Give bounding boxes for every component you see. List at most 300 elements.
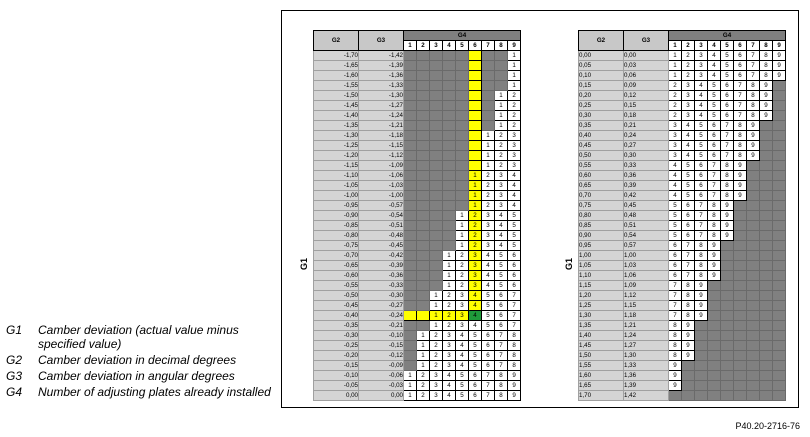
plate-cell: 3 — [682, 81, 695, 91]
g2-value: -1,55 — [314, 81, 359, 91]
g3-value: -0,48 — [359, 231, 404, 241]
table-row — [579, 151, 786, 161]
plate-cell — [773, 331, 786, 341]
g3-value: -1,24 — [359, 111, 404, 121]
plate-cell — [404, 71, 417, 81]
legend-term: G1 — [6, 323, 23, 337]
plate-cell — [773, 171, 786, 181]
plate-cell: 2 — [469, 221, 482, 231]
plate-cell: 4 — [682, 121, 695, 131]
g3-value: -0,33 — [359, 281, 404, 291]
plate-cell — [443, 121, 456, 131]
plate-cell — [734, 381, 747, 391]
plate-cell: 9 — [682, 351, 695, 361]
table-row — [314, 181, 521, 191]
plate-cell — [773, 211, 786, 221]
g3-value: 0,00 — [624, 51, 669, 61]
plate-cell: 5 — [669, 221, 682, 231]
plate-cell — [417, 221, 430, 231]
plate-cell — [773, 381, 786, 391]
plate-cell — [760, 231, 773, 241]
plate-cell — [773, 351, 786, 361]
plate-cell: 6 — [695, 191, 708, 201]
legend-description: Camber deviation (actual value minus specified value) — [38, 323, 239, 351]
plate-cell — [734, 211, 747, 221]
table-row — [579, 171, 786, 181]
plate-cell — [430, 271, 443, 281]
table-row — [579, 61, 786, 71]
plate-cell — [747, 351, 760, 361]
plate-cell: 4 — [495, 241, 508, 251]
g3-value: 1,15 — [624, 301, 669, 311]
plate-cell: 2 — [495, 151, 508, 161]
g3-value: -0,15 — [359, 341, 404, 351]
plate-cell — [760, 251, 773, 261]
plate-cell: 7 — [669, 311, 682, 321]
plate-cell: 9 — [721, 211, 734, 221]
plate-cell: 8 — [734, 141, 747, 151]
table-row — [579, 351, 786, 361]
header-plate-count: 6 — [734, 41, 747, 51]
plate-cell — [469, 101, 482, 111]
g3-value: -0,21 — [359, 321, 404, 331]
plate-cell — [760, 221, 773, 231]
plate-cell — [773, 201, 786, 211]
plate-cell: 2 — [682, 61, 695, 71]
plate-cell: 1 — [456, 241, 469, 251]
plate-cell: 6 — [669, 251, 682, 261]
plate-cell: 3 — [682, 101, 695, 111]
plate-cell: 7 — [721, 151, 734, 161]
plate-cell — [721, 271, 734, 281]
plate-cell: 7 — [708, 181, 721, 191]
plate-cell: 3 — [482, 231, 495, 241]
plate-cell — [443, 221, 456, 231]
g3-value: -1,30 — [359, 91, 404, 101]
plate-cell — [430, 191, 443, 201]
plate-cell — [773, 341, 786, 351]
g2-value: 1,15 — [579, 281, 624, 291]
header-plate-count: 6 — [469, 41, 482, 51]
header-plate-count: 3 — [430, 41, 443, 51]
plate-cell — [773, 221, 786, 231]
plate-cell: 6 — [482, 341, 495, 351]
table-row — [314, 111, 521, 121]
g2-value: 0,70 — [579, 191, 624, 201]
g2-value: 1,65 — [579, 381, 624, 391]
plate-cell — [482, 91, 495, 101]
plate-cell — [456, 141, 469, 151]
plate-cell: 3 — [456, 311, 469, 321]
header-plate-count: 9 — [773, 41, 786, 51]
g2-value: 1,20 — [579, 291, 624, 301]
plate-cell: 1 — [456, 211, 469, 221]
plate-cell — [456, 131, 469, 141]
plate-cell — [708, 291, 721, 301]
plate-cell: 2 — [469, 231, 482, 241]
plate-cell — [404, 181, 417, 191]
plate-cell: 4 — [469, 311, 482, 321]
plate-cell: 8 — [695, 251, 708, 261]
plate-cell: 4 — [495, 231, 508, 241]
plate-cell: 6 — [721, 101, 734, 111]
plate-cell: 1 — [495, 91, 508, 101]
plate-cell — [734, 251, 747, 261]
plate-cell: 1 — [508, 51, 521, 61]
plate-cell: 4 — [682, 131, 695, 141]
plate-cell — [760, 131, 773, 141]
g2-value: 0,00 — [314, 391, 359, 401]
plate-cell: 4 — [695, 101, 708, 111]
plate-cell: 7 — [669, 281, 682, 291]
plate-cell — [404, 351, 417, 361]
header-g3: G3 — [359, 31, 404, 51]
plate-cell — [760, 321, 773, 331]
plate-cell: 1 — [669, 61, 682, 71]
plate-cell — [760, 241, 773, 251]
plate-cell — [495, 51, 508, 61]
table-row — [314, 341, 521, 351]
plate-cell: 2 — [430, 351, 443, 361]
g3-value: 0,15 — [624, 101, 669, 111]
g3-value: 0,03 — [624, 61, 669, 71]
plate-cell — [417, 211, 430, 221]
plate-cell — [708, 321, 721, 331]
plate-cell — [721, 301, 734, 311]
plate-cell: 5 — [721, 61, 734, 71]
plate-cell — [760, 361, 773, 371]
g2-value: -0,75 — [314, 241, 359, 251]
plate-cell: 7 — [682, 261, 695, 271]
plate-cell — [734, 391, 747, 401]
plate-cell: 6 — [508, 251, 521, 261]
plate-cell — [443, 231, 456, 241]
table-row — [579, 241, 786, 251]
plate-cell — [773, 361, 786, 371]
plate-cell: 9 — [760, 91, 773, 101]
g3-value: -1,00 — [359, 191, 404, 201]
plate-cell: 6 — [734, 61, 747, 71]
plate-cell: 7 — [695, 221, 708, 231]
g2-value: 0,60 — [579, 171, 624, 181]
header-plate-count: 1 — [404, 41, 417, 51]
table-row — [579, 181, 786, 191]
plate-cell — [456, 91, 469, 101]
plate-cell — [760, 161, 773, 171]
legend-row-g3 — [6, 369, 274, 383]
plate-cell — [734, 221, 747, 231]
plate-cell: 7 — [734, 91, 747, 101]
table-row — [314, 261, 521, 271]
header-plate-count: 9 — [508, 41, 521, 51]
plate-cell: 9 — [695, 301, 708, 311]
g3-value: 1,30 — [624, 351, 669, 361]
plate-cell — [734, 371, 747, 381]
plate-cell — [708, 351, 721, 361]
plate-cell: 8 — [721, 191, 734, 201]
g2-value: -1,70 — [314, 51, 359, 61]
g2-value: 0,15 — [579, 81, 624, 91]
table-frame — [281, 10, 799, 408]
plate-cell — [430, 71, 443, 81]
plate-cell — [430, 201, 443, 211]
plate-cell: 6 — [682, 221, 695, 231]
plate-cell — [760, 191, 773, 201]
g2-value: -1,10 — [314, 171, 359, 181]
plate-cell — [747, 281, 760, 291]
plate-cell: 9 — [721, 201, 734, 211]
plate-cell: 8 — [734, 121, 747, 131]
g3-value: 1,12 — [624, 291, 669, 301]
plate-cell — [734, 241, 747, 251]
plate-cell — [734, 201, 747, 211]
table-row — [579, 311, 786, 321]
plate-cell — [721, 311, 734, 321]
plate-cell: 1 — [669, 51, 682, 61]
table-row — [314, 351, 521, 361]
table-row — [579, 301, 786, 311]
plate-cell — [773, 141, 786, 151]
plate-cell — [747, 321, 760, 331]
table-row — [579, 361, 786, 371]
plate-cell — [773, 151, 786, 161]
plate-cell — [773, 231, 786, 241]
plate-cell: 6 — [721, 111, 734, 121]
plate-cell — [760, 151, 773, 161]
table-row — [314, 311, 521, 321]
g3-value: -1,33 — [359, 81, 404, 91]
plate-cell — [404, 341, 417, 351]
plate-cell: 3 — [469, 271, 482, 281]
g2-value: 0,35 — [579, 121, 624, 131]
plate-cell: 4 — [695, 111, 708, 121]
plate-cell — [721, 381, 734, 391]
plate-cell — [404, 131, 417, 141]
plate-cell — [443, 131, 456, 141]
plate-cell: 2 — [456, 251, 469, 261]
plate-cell: 4 — [708, 61, 721, 71]
plate-cell: 4 — [456, 351, 469, 361]
axis-label-left: G1 — [299, 258, 309, 271]
plate-cell — [747, 171, 760, 181]
plate-cell — [721, 321, 734, 331]
plate-cell: 9 — [669, 371, 682, 381]
plate-cell — [747, 181, 760, 191]
plate-cell — [495, 81, 508, 91]
plate-cell: 7 — [669, 301, 682, 311]
plate-cell: 3 — [469, 281, 482, 291]
g2-value: -0,45 — [314, 301, 359, 311]
plate-cell: 7 — [495, 331, 508, 341]
plate-cell — [404, 91, 417, 101]
plate-cell: 6 — [721, 91, 734, 101]
plate-cell: 7 — [669, 291, 682, 301]
plate-cell — [760, 261, 773, 271]
g2-value: 0,05 — [579, 61, 624, 71]
plate-cell: 5 — [469, 331, 482, 341]
table-row — [579, 321, 786, 331]
table-row — [314, 61, 521, 71]
plate-cell — [734, 281, 747, 291]
plate-cell — [417, 181, 430, 191]
plate-cell — [456, 161, 469, 171]
plate-cell: 2 — [430, 331, 443, 341]
g2-value: 0,55 — [579, 161, 624, 171]
plate-cell: 3 — [456, 321, 469, 331]
g3-value: -1,36 — [359, 71, 404, 81]
plate-cell — [760, 271, 773, 281]
plate-cell — [682, 391, 695, 401]
plate-cell — [747, 211, 760, 221]
plate-cell — [695, 391, 708, 401]
plate-cell: 1 — [430, 301, 443, 311]
plate-cell: 8 — [682, 291, 695, 301]
legend — [6, 323, 274, 401]
plate-cell — [747, 381, 760, 391]
plate-cell — [443, 61, 456, 71]
g2-value: 1,55 — [579, 361, 624, 371]
plate-cell: 6 — [682, 201, 695, 211]
header-g2: G2 — [579, 31, 624, 51]
plate-cell: 5 — [721, 51, 734, 61]
plate-cell — [682, 371, 695, 381]
plate-cell: 9 — [682, 341, 695, 351]
plate-cell: 8 — [508, 351, 521, 361]
plate-cell — [760, 141, 773, 151]
plate-cell — [456, 191, 469, 201]
plate-cell: 8 — [760, 51, 773, 61]
plate-cell — [747, 251, 760, 261]
g2-value: -0,70 — [314, 251, 359, 261]
g3-value: 1,39 — [624, 381, 669, 391]
plate-cell: 8 — [708, 211, 721, 221]
g3-value: 0,42 — [624, 191, 669, 201]
g3-value: 0,36 — [624, 171, 669, 181]
plate-cell: 5 — [721, 71, 734, 81]
plate-cell: 1 — [482, 151, 495, 161]
g2-value: -1,30 — [314, 131, 359, 141]
header-plate-count: 4 — [708, 41, 721, 51]
plate-cell — [430, 141, 443, 151]
g2-value: 1,10 — [579, 271, 624, 281]
header-plate-count: 3 — [695, 41, 708, 51]
header-plate-count: 2 — [682, 41, 695, 51]
plate-cell — [469, 121, 482, 131]
plate-cell: 3 — [443, 341, 456, 351]
g3-value: -1,12 — [359, 151, 404, 161]
table-row — [579, 191, 786, 201]
plate-cell — [404, 241, 417, 251]
plate-cell: 3 — [669, 121, 682, 131]
plate-cell: 9 — [682, 321, 695, 331]
plate-cell — [773, 281, 786, 291]
plate-cell: 4 — [508, 201, 521, 211]
g2-value: 0,40 — [579, 131, 624, 141]
plate-cell — [734, 231, 747, 241]
plate-cell: 8 — [695, 271, 708, 281]
g3-value: 1,27 — [624, 341, 669, 351]
plate-cell — [721, 291, 734, 301]
plate-cell: 4 — [495, 221, 508, 231]
plate-cell: 7 — [721, 131, 734, 141]
g2-value: 1,30 — [579, 311, 624, 321]
plate-cell: 7 — [695, 201, 708, 211]
plate-cell: 1 — [482, 131, 495, 141]
plate-cell — [760, 121, 773, 131]
plate-cell — [469, 131, 482, 141]
plate-cell: 7 — [495, 341, 508, 351]
g3-value: -0,24 — [359, 311, 404, 321]
plate-cell: 2 — [430, 341, 443, 351]
plate-cell: 7 — [708, 191, 721, 201]
g3-value: 1,21 — [624, 321, 669, 331]
plate-cell: 4 — [682, 141, 695, 151]
plate-cell — [417, 81, 430, 91]
g3-value: 0,06 — [624, 71, 669, 81]
plate-cell: 6 — [708, 141, 721, 151]
g2-value: -0,40 — [314, 311, 359, 321]
plate-cell — [747, 191, 760, 201]
table-row — [579, 271, 786, 281]
plate-cell — [708, 311, 721, 321]
plate-cell: 2 — [443, 321, 456, 331]
g2-value: -1,15 — [314, 161, 359, 171]
g3-value: -1,39 — [359, 61, 404, 71]
plate-cell — [417, 91, 430, 101]
plate-cell — [404, 231, 417, 241]
plate-cell — [708, 381, 721, 391]
plate-cell — [721, 361, 734, 371]
plate-cell — [404, 361, 417, 371]
plate-cell: 6 — [508, 261, 521, 271]
g3-value: 1,09 — [624, 281, 669, 291]
g3-value: 0,33 — [624, 161, 669, 171]
plate-cell: 7 — [482, 391, 495, 401]
plate-cell: 2 — [430, 361, 443, 371]
plate-cell: 4 — [669, 171, 682, 181]
plate-cell — [430, 131, 443, 141]
plate-cell: 4 — [508, 171, 521, 181]
header-plate-count: 4 — [443, 41, 456, 51]
plate-cell: 2 — [469, 241, 482, 251]
plate-cell — [443, 171, 456, 181]
plate-cell — [734, 291, 747, 301]
plate-cell — [417, 101, 430, 111]
table-row — [314, 91, 521, 101]
plate-cell: 8 — [734, 131, 747, 141]
plate-cell — [773, 271, 786, 281]
plate-cell — [417, 51, 430, 61]
plate-cell: 1 — [417, 361, 430, 371]
plate-cell: 8 — [747, 91, 760, 101]
g3-value: -0,51 — [359, 221, 404, 231]
plate-cell: 6 — [469, 381, 482, 391]
table-row — [579, 371, 786, 381]
plate-cell — [404, 311, 417, 321]
plate-cell: 6 — [495, 311, 508, 321]
plate-cell: 8 — [721, 181, 734, 191]
table-row — [314, 171, 521, 181]
plate-cell: 8 — [747, 111, 760, 121]
table-row — [579, 121, 786, 131]
plate-cell: 9 — [747, 141, 760, 151]
plate-cell — [682, 361, 695, 371]
plate-cell: 1 — [430, 321, 443, 331]
plate-cell: 5 — [508, 241, 521, 251]
plate-cell: 1 — [443, 251, 456, 261]
plate-cell: 5 — [669, 211, 682, 221]
g2-value: 1,40 — [579, 331, 624, 341]
